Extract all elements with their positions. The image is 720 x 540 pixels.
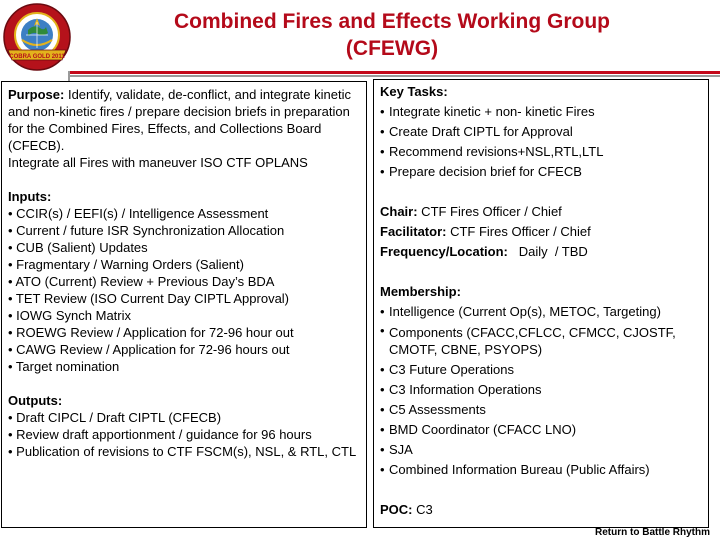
list-item: • Current / future ISR Synchronization Allocation (8, 223, 285, 238)
list-item: • IOWG Synch Matrix (8, 308, 132, 323)
facilitator-value: CTF Fires Officer / Chief (446, 224, 591, 239)
page-title (80, 8, 704, 62)
list-item: • CAWG Review / Application for 72-96 hours out (8, 342, 290, 357)
inputs-list (8, 205, 360, 375)
frequency-row (380, 242, 702, 262)
list-item: • Integrate kinetic + non- kinetic Fires (380, 102, 702, 122)
right-panel (373, 79, 709, 528)
list-item: • Recommend revisions+NSL,RTL,LTL (380, 142, 702, 162)
list-item: • CUB (Salient) Updates (8, 240, 148, 255)
list-item: • Review draft apportionment / guidance for 96 hours (8, 427, 312, 442)
title-rule-gray (68, 75, 720, 77)
membership-label: Membership: (380, 284, 461, 299)
list-item: • C5 Assessments (380, 400, 702, 420)
frequency-label: Frequency/Location: (380, 244, 508, 259)
list-item: • BMD Coordinator (CFACC LNO) (380, 420, 702, 440)
facilitator-row (380, 222, 702, 242)
outputs-label: Outputs: (8, 393, 63, 408)
list-item: • Create Draft CIPTL for Approval (380, 122, 702, 142)
poc-value: C3 (412, 502, 433, 517)
facilitator-label: Facilitator: (380, 224, 447, 239)
purpose-text: Identify, validate, de-conflict, and integrate kinetic and non-kinetic fires / prepare decision briefs in preparation for the Combined Fires, Effects, and Collections Board (CFECB). (8, 87, 351, 153)
list-item: • CCIR(s) / EEFI(s) / Intelligence Assessment (8, 206, 269, 221)
chair-row (380, 202, 702, 222)
list-item: • Intelligence (Current Op(s), METOC, Targeting) (380, 302, 702, 322)
poc-row (380, 500, 702, 520)
return-to-battle-rhythm-link[interactable]: Return to Battle Rhythm (595, 527, 710, 538)
frequency-value: Daily / TBD (507, 244, 588, 259)
list-item: • C3 Future Operations (380, 360, 702, 380)
inputs-label: Inputs: (8, 189, 52, 204)
key-tasks-label: Key Tasks: (380, 84, 448, 99)
list-item: • Combined Information Bureau (Public Affairs) (380, 460, 702, 480)
purpose-label: Purpose: (8, 87, 65, 102)
list-item: • Prepare decision brief for CFECB (380, 162, 702, 182)
poc-label: POC: (380, 502, 413, 517)
list-item: • Draft CIPCL / Draft CIPTL (CFECB) (8, 410, 222, 425)
list-item: • Publication of revisions to CTF FSCM(s), NSL, & RTL, CTL (8, 444, 357, 459)
cobra-gold-crest-icon (2, 2, 72, 72)
list-item: • ROEWG Review / Application for 72-96 hour out (8, 325, 294, 340)
chair-value: CTF Fires Officer / Chief (417, 204, 562, 219)
left-panel (1, 81, 367, 528)
title-rule-red (68, 71, 720, 74)
outputs-list (8, 409, 360, 460)
purpose-paragraph (8, 86, 360, 154)
membership-list (380, 302, 702, 480)
list-item: • Fragmentary / Warning Orders (Salient) (8, 257, 244, 272)
list-item: • ATO (Current) Review + Previous Day’s BDA (8, 274, 275, 289)
logo-banner-text: COBRA GOLD 2011 (9, 54, 65, 60)
chair-label: Chair: (380, 204, 418, 219)
list-item: • TET Review (ISO Current Day CIPTL Approval) (8, 291, 290, 306)
purpose-text-2: Integrate all Fires with maneuver ISO CTF OPLANS (8, 155, 308, 170)
list-item: • C3 Information Operations (380, 380, 702, 400)
list-item: • SJA (380, 440, 702, 460)
title-line-2: (CFEWG) (345, 37, 439, 60)
list-item: • Target nomination (8, 359, 120, 374)
list-item: • Components (CFACC,CFLCC, CFMCC, CJOSTF, CMOTF, CBNE, PSYOPS) (380, 322, 702, 360)
title-rule-vertical (68, 71, 70, 81)
title-line-1: Combined Fires and Effects Working Group (174, 10, 610, 33)
key-tasks-list (380, 102, 702, 182)
